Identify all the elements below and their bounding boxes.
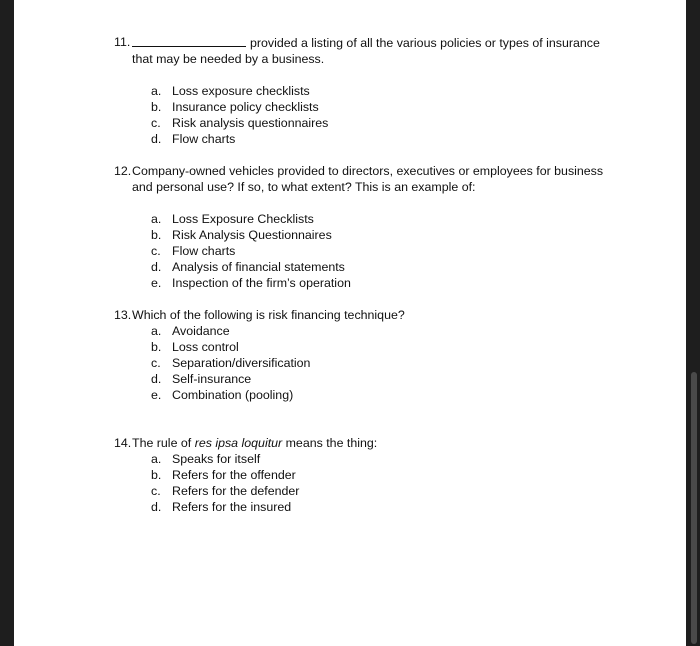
option-c: c. Separation/diversification: [151, 356, 311, 370]
question-14: [114, 435, 634, 451]
option-d: d. Self-insurance: [151, 372, 252, 386]
options-list: [114, 83, 634, 147]
question-text: The rule of res ipsa loquitur means the thing:: [132, 436, 378, 450]
option-c: c. Refers for the defender: [151, 484, 300, 498]
quiz-content: [114, 34, 634, 515]
option-a: a. Speaks for itself: [151, 452, 261, 466]
document-page: [14, 0, 686, 646]
latin-phrase: res ipsa loquitur: [194, 436, 283, 450]
option-b: b. Risk Analysis Questionnaires: [151, 228, 332, 242]
option-a: a. Loss Exposure Checklists: [151, 212, 314, 226]
option-b: b. Refers for the offender: [151, 468, 296, 482]
answer-blank: [132, 34, 246, 47]
question-text: Which of the following is risk financing technique?: [132, 308, 405, 322]
option-e: e. Combination (pooling): [151, 388, 294, 402]
question-text-line2: that may be needed by a business.: [132, 52, 325, 66]
question-number: 13.: [114, 308, 132, 322]
scrollbar-thumb[interactable]: [691, 372, 697, 644]
option-d: d. Analysis of financial statements: [151, 260, 345, 274]
option-d: d. Flow charts: [151, 132, 236, 146]
options-list: [114, 451, 634, 515]
option-d: d. Refers for the insured: [151, 500, 292, 514]
question-number: 12.: [114, 164, 132, 178]
options-list: [114, 323, 634, 403]
options-list: [114, 211, 634, 291]
option-b: b. Loss control: [151, 340, 239, 354]
question-text-line1: Company-owned vehicles provided to directors, executives or employees for business: [132, 164, 604, 178]
option-e: e. Inspection of the firm’s operation: [151, 276, 351, 290]
option-c: c. Risk analysis questionnaires: [151, 116, 329, 130]
question-number: 11.: [114, 35, 131, 49]
question-12: [114, 163, 634, 195]
option-b: b. Insurance policy checklists: [151, 100, 319, 114]
option-c: c. Flow charts: [151, 244, 236, 258]
question-text: provided a listing of all the various policies or types of insurance: [250, 36, 600, 50]
question-number: 14.: [114, 436, 132, 450]
question-11: [114, 34, 634, 67]
question-13: [114, 307, 634, 323]
option-a: a. Loss exposure checklists: [151, 84, 310, 98]
question-text-line2: and personal use? If so, to what extent? This is an example of:: [132, 180, 476, 194]
option-a: a. Avoidance: [151, 324, 230, 338]
vertical-scrollbar[interactable]: [686, 0, 700, 646]
